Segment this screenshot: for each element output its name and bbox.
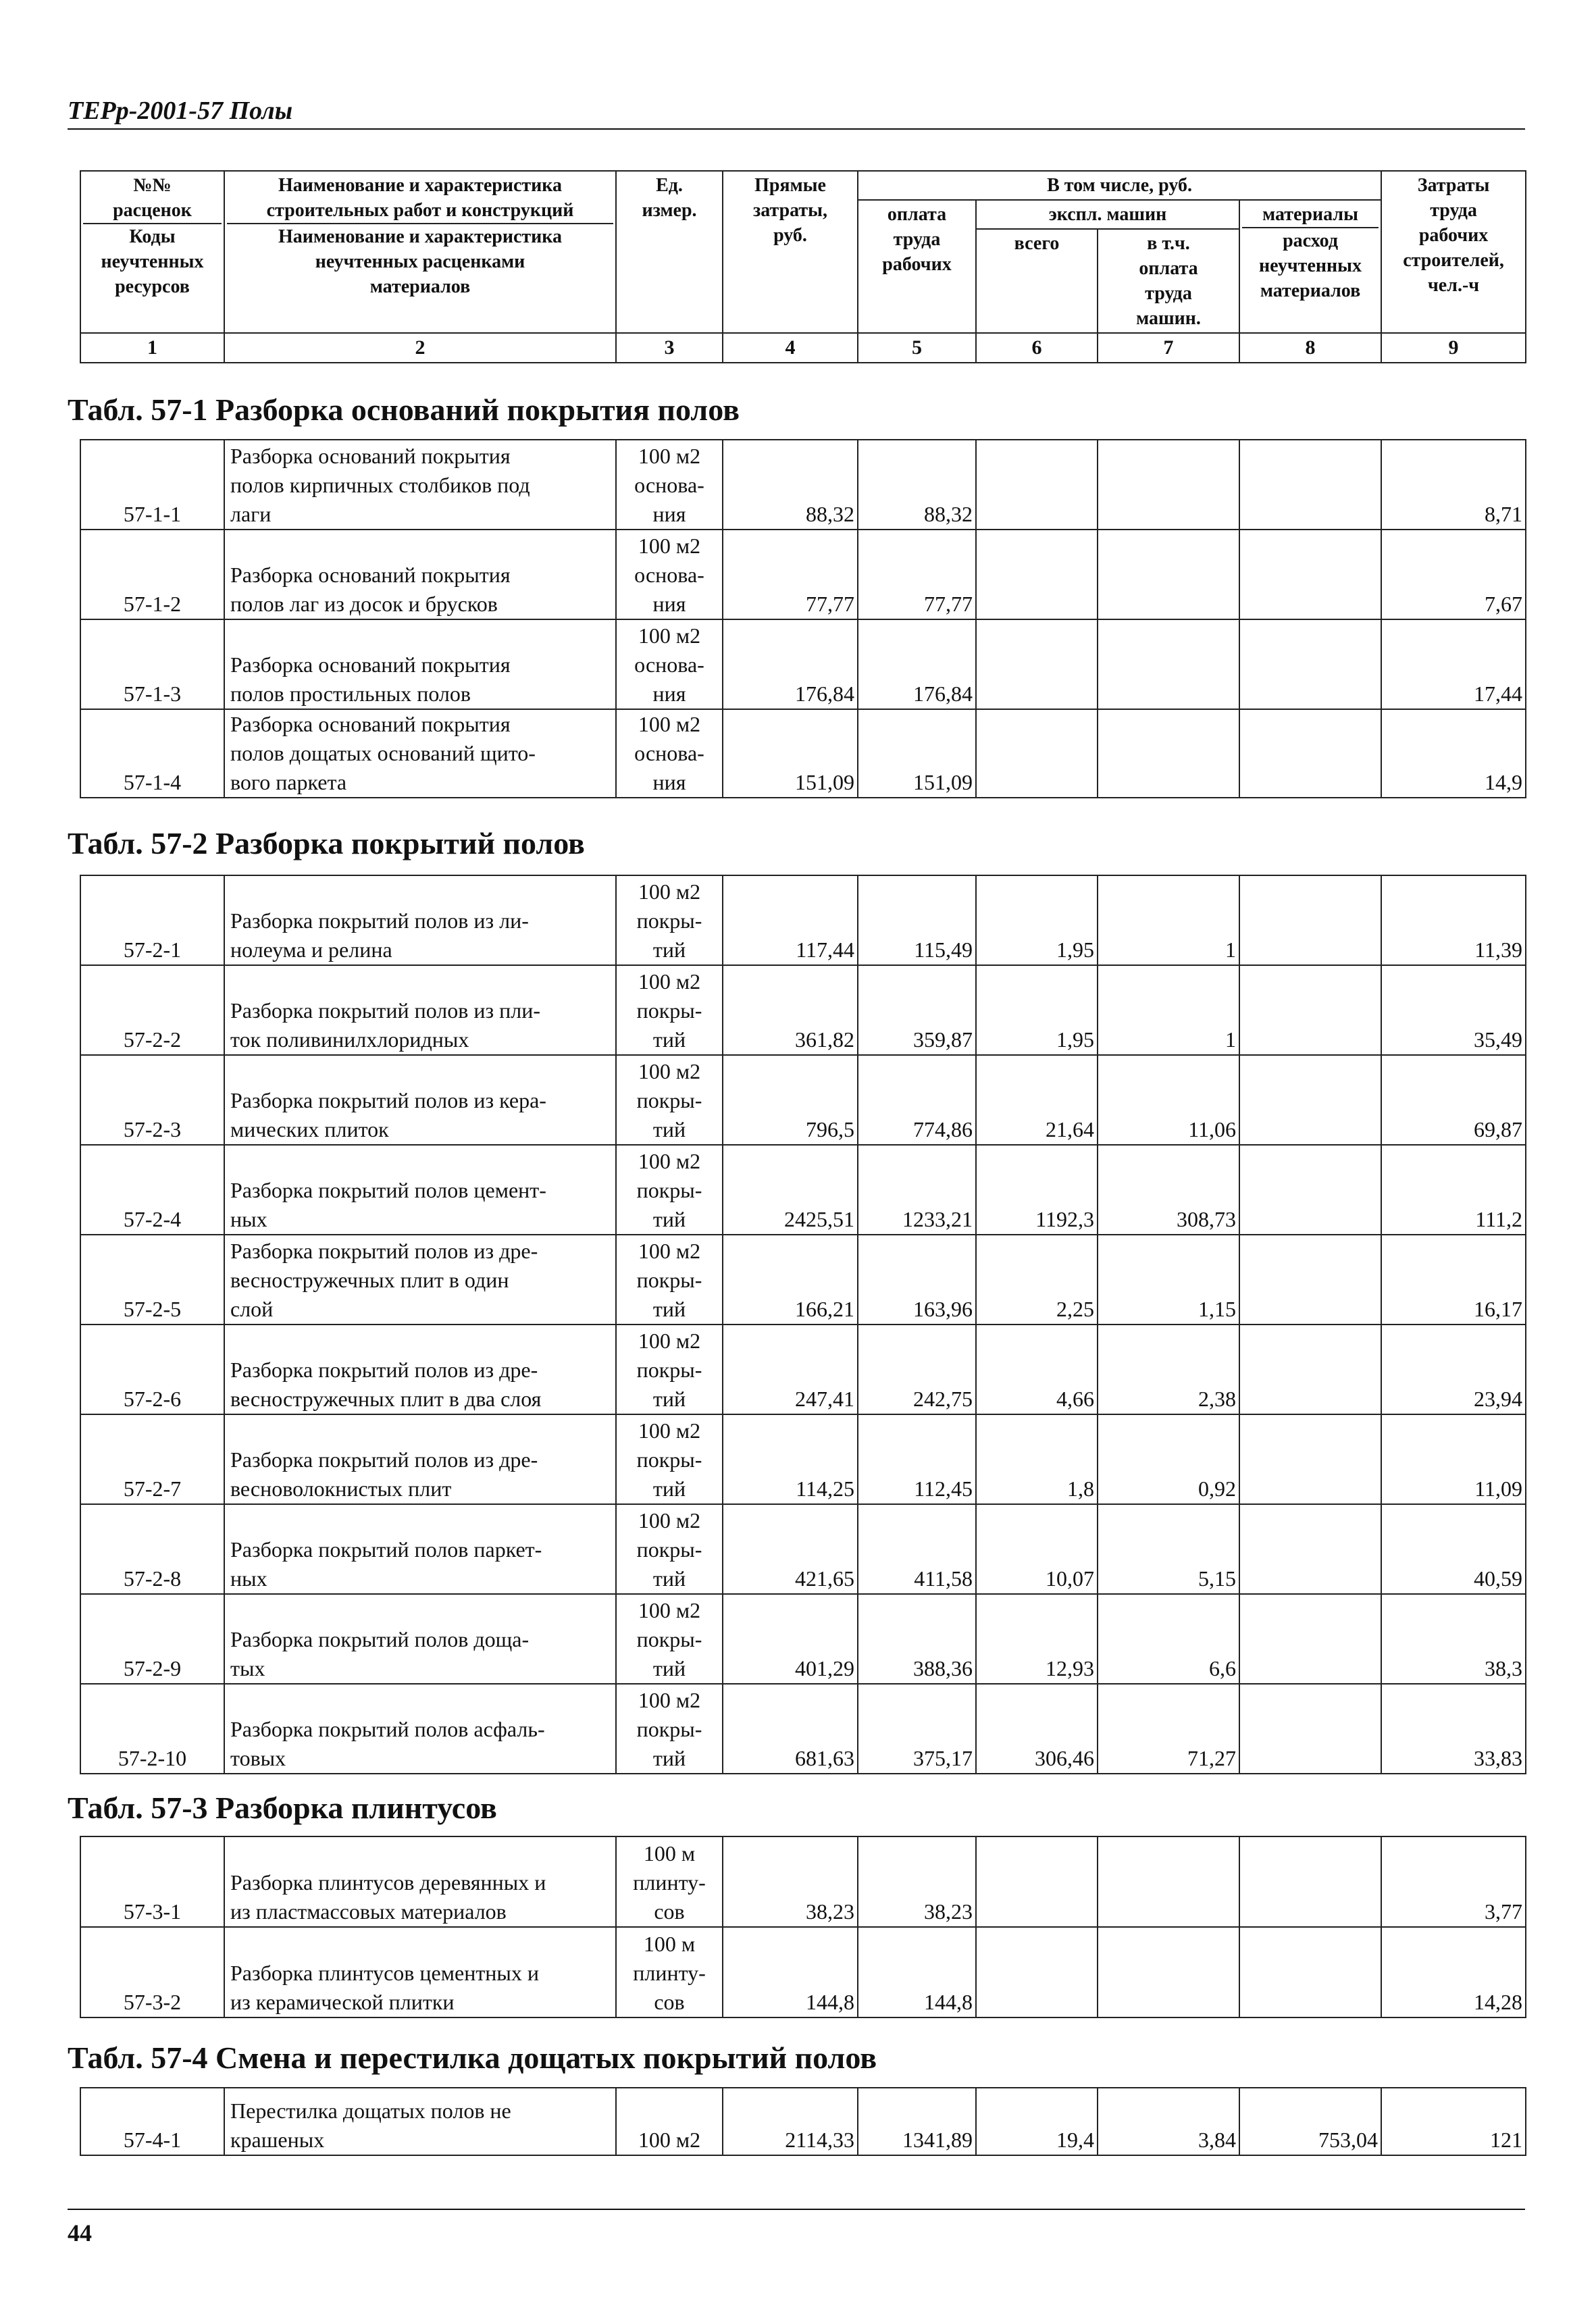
header-col2-top: Наименование и характеристика строительных работ и конструкций (227, 173, 613, 224)
work-name: Разборка оснований покрытия полов простильных полов (224, 619, 616, 709)
column-number: 8 (1239, 333, 1381, 363)
value-direct: 681,63 (723, 1684, 858, 1774)
work-name: Разборка покрытий полов доща- тых (224, 1594, 616, 1684)
footer-rule (68, 2209, 1525, 2210)
table-row (80, 1927, 1526, 2017)
value-materials (1239, 1325, 1381, 1414)
value-labor: 242,75 (858, 1325, 976, 1414)
value-machines: 19,4 (976, 2088, 1098, 2155)
work-name: Разборка покрытий полов из пли- ток поливинилхлоридных (224, 965, 616, 1055)
column-number: 6 (976, 333, 1098, 363)
value-machines: 1,95 (976, 965, 1098, 1055)
rate-code: 57-3-1 (80, 1836, 224, 1927)
column-number: 1 (80, 333, 224, 363)
value-materials (1239, 440, 1381, 530)
value-materials (1239, 1594, 1381, 1684)
unit-of-measure: 100 м2 покры- тий (616, 1325, 723, 1414)
value-direct: 151,09 (723, 709, 858, 798)
value-hours: 23,94 (1381, 1325, 1526, 1414)
header-col8-bottom: расход неучтенных материалов (1259, 230, 1362, 301)
section-title: Табл. 57-1 Разборка оснований покрытия полов (68, 392, 740, 427)
value-machine-labor: 3,84 (1098, 2088, 1239, 2155)
table-row (80, 1414, 1526, 1504)
value-direct: 166,21 (723, 1235, 858, 1325)
value-labor: 77,77 (858, 530, 976, 619)
value-machines (976, 709, 1098, 798)
value-machines: 1,95 (976, 875, 1098, 965)
rate-code: 57-2-7 (80, 1414, 224, 1504)
unit-of-measure: 100 м2 покры- тий (616, 1235, 723, 1325)
header-rule (68, 128, 1525, 130)
column-number: 9 (1381, 333, 1526, 363)
rate-code: 57-3-2 (80, 1927, 224, 2017)
unit-of-measure: 100 м2 покры- тий (616, 1594, 723, 1684)
page-number: 44 (68, 2219, 92, 2246)
value-materials (1239, 1836, 1381, 1927)
table-row (80, 1235, 1526, 1325)
work-name: Разборка покрытий полов из ли- нолеума и релина (224, 875, 616, 965)
rates-table (80, 1836, 1526, 2018)
value-labor: 1341,89 (858, 2088, 976, 2155)
unit-of-measure: 100 м2 покры- тий (616, 1414, 723, 1504)
unit-of-measure: 100 м2 (616, 2088, 723, 2155)
table-row (80, 965, 1526, 1055)
value-machine-labor: 11,06 (1098, 1055, 1239, 1145)
value-machines: 1,8 (976, 1414, 1098, 1504)
value-labor: 144,8 (858, 1927, 976, 2017)
value-direct: 88,32 (723, 440, 858, 530)
rate-code: 57-2-4 (80, 1145, 224, 1235)
value-machine-labor (1098, 1927, 1239, 2017)
value-hours: 40,59 (1381, 1504, 1526, 1594)
value-materials (1239, 875, 1381, 965)
value-hours: 69,87 (1381, 1055, 1526, 1145)
value-machines (976, 619, 1098, 709)
value-machines (976, 1927, 1098, 2017)
table-row (80, 619, 1526, 709)
value-hours: 14,9 (1381, 709, 1526, 798)
value-labor: 115,49 (858, 875, 976, 965)
header-col6: всего (976, 229, 1098, 333)
value-materials (1239, 1235, 1381, 1325)
unit-of-measure: 100 м2 основа- ния (616, 709, 723, 798)
table-row (80, 1145, 1526, 1235)
value-machine-labor: 1 (1098, 965, 1239, 1055)
value-hours: 14,28 (1381, 1927, 1526, 2017)
rates-table (80, 439, 1526, 798)
table-row (80, 1836, 1526, 1927)
value-materials (1239, 1055, 1381, 1145)
value-machine-labor: 71,27 (1098, 1684, 1239, 1774)
value-materials (1239, 1927, 1381, 2017)
rate-code: 57-2-9 (80, 1594, 224, 1684)
section-title: Табл. 57-4 Смена и перестилка дощатых покрытий полов (68, 2040, 877, 2075)
value-direct: 77,77 (723, 530, 858, 619)
value-materials (1239, 965, 1381, 1055)
value-machines: 4,66 (976, 1325, 1098, 1414)
rate-code: 57-1-4 (80, 709, 224, 798)
work-name: Разборка покрытий полов из дре- весностружечных плит в один слой (224, 1235, 616, 1325)
value-hours: 7,67 (1381, 530, 1526, 619)
value-machine-labor: 308,73 (1098, 1145, 1239, 1235)
value-machines: 21,64 (976, 1055, 1098, 1145)
unit-of-measure: 100 м2 основа- ния (616, 530, 723, 619)
value-machine-labor: 1 (1098, 875, 1239, 965)
value-hours: 35,49 (1381, 965, 1526, 1055)
value-machines: 10,07 (976, 1504, 1098, 1594)
column-number: 7 (1098, 333, 1239, 363)
column-number: 3 (616, 333, 723, 363)
section-title: Табл. 57-2 Разборка покрытий полов (68, 826, 585, 860)
value-materials (1239, 1684, 1381, 1774)
table-row (80, 1325, 1526, 1414)
value-direct: 176,84 (723, 619, 858, 709)
value-machines: 2,25 (976, 1235, 1098, 1325)
value-machine-labor (1098, 440, 1239, 530)
value-hours: 11,09 (1381, 1414, 1526, 1504)
unit-of-measure: 100 м2 основа- ния (616, 619, 723, 709)
value-machines (976, 1836, 1098, 1927)
running-head: ТЕРр-2001-57 Полы (68, 97, 293, 125)
work-name: Разборка покрытий полов цемент- ных (224, 1145, 616, 1235)
section-title: Табл. 57-3 Разборка плинтусов (68, 1791, 497, 1825)
header-col3: Ед. измер. (616, 171, 723, 333)
value-labor: 112,45 (858, 1414, 976, 1504)
header-col5: оплата труда рабочих (858, 200, 976, 333)
value-labor: 38,23 (858, 1836, 976, 1927)
table-row (80, 1504, 1526, 1594)
value-labor: 411,58 (858, 1504, 976, 1594)
table-row (80, 2088, 1526, 2155)
rate-code: 57-2-1 (80, 875, 224, 965)
value-labor: 359,87 (858, 965, 976, 1055)
work-name: Разборка покрытий полов из кера- мических плиток (224, 1055, 616, 1145)
value-machine-labor: 5,15 (1098, 1504, 1239, 1594)
rate-code: 57-2-8 (80, 1504, 224, 1594)
work-name: Разборка покрытий полов паркет- ных (224, 1504, 616, 1594)
value-hours: 11,39 (1381, 875, 1526, 965)
value-labor: 375,17 (858, 1684, 976, 1774)
rate-code: 57-2-10 (80, 1684, 224, 1774)
value-direct: 247,41 (723, 1325, 858, 1414)
unit-of-measure: 100 м2 покры- тий (616, 1684, 723, 1774)
work-name: Разборка плинтусов деревянных и из пластмассовых материалов (224, 1836, 616, 1927)
table-row (80, 709, 1526, 798)
work-name: Разборка оснований покрытия полов дощатых оснований щито- вого паркета (224, 709, 616, 798)
column-number: 5 (858, 333, 976, 363)
value-machine-labor (1098, 709, 1239, 798)
unit-of-measure: 100 м плинту- сов (616, 1927, 723, 2017)
work-name: Разборка оснований покрытия полов лаг из досок и брусков (224, 530, 616, 619)
value-hours: 33,83 (1381, 1684, 1526, 1774)
value-hours: 17,44 (1381, 619, 1526, 709)
value-direct: 796,5 (723, 1055, 858, 1145)
value-materials (1239, 619, 1381, 709)
table-row (80, 440, 1526, 530)
value-machine-labor: 2,38 (1098, 1325, 1239, 1414)
header-col8-top: материалы (1242, 202, 1379, 228)
header-machines-group: экспл. машин (976, 200, 1239, 229)
value-machine-labor (1098, 619, 1239, 709)
column-number: 2 (224, 333, 616, 363)
column-number: 4 (723, 333, 858, 363)
value-hours: 111,2 (1381, 1145, 1526, 1235)
table-row (80, 1594, 1526, 1684)
rate-code: 57-2-5 (80, 1235, 224, 1325)
value-machine-labor: 6,6 (1098, 1594, 1239, 1684)
header-col1-bottom: Коды неучтенных ресурсов (101, 226, 204, 297)
table-row (80, 530, 1526, 619)
rate-code: 57-1-1 (80, 440, 224, 530)
value-hours: 16,17 (1381, 1235, 1526, 1325)
header-col1-top: №№ расценок (83, 173, 222, 224)
value-hours: 8,71 (1381, 440, 1526, 530)
value-direct: 114,25 (723, 1414, 858, 1504)
value-machines (976, 440, 1098, 530)
value-direct: 117,44 (723, 875, 858, 965)
value-labor: 163,96 (858, 1235, 976, 1325)
value-direct: 361,82 (723, 965, 858, 1055)
rate-code: 57-1-3 (80, 619, 224, 709)
value-materials (1239, 1414, 1381, 1504)
work-name: Разборка покрытий полов из дре- весностружечных плит в два слоя (224, 1325, 616, 1414)
value-materials (1239, 530, 1381, 619)
header-col9: Затраты труда рабочих строителей, чел.-ч (1381, 171, 1526, 333)
value-materials: 753,04 (1239, 2088, 1381, 2155)
rate-code: 57-2-6 (80, 1325, 224, 1414)
value-direct: 2425,51 (723, 1145, 858, 1235)
header-group: В том числе, руб. (858, 171, 1381, 200)
column-header-table (80, 170, 1526, 363)
header-col7: в т.ч. оплата труда машин. (1098, 229, 1239, 333)
value-materials (1239, 1504, 1381, 1594)
unit-of-measure: 100 м2 покры- тий (616, 875, 723, 965)
table-row (80, 875, 1526, 965)
value-labor: 388,36 (858, 1594, 976, 1684)
value-machines: 1192,3 (976, 1145, 1098, 1235)
rate-code: 57-4-1 (80, 2088, 224, 2155)
work-name: Разборка оснований покрытия полов кирпичных столбиков под лаги (224, 440, 616, 530)
work-name: Разборка покрытий полов асфаль- товых (224, 1684, 616, 1774)
unit-of-measure: 100 м2 основа- ния (616, 440, 723, 530)
table-row (80, 1684, 1526, 1774)
rates-table (80, 2087, 1526, 2156)
value-machine-labor (1098, 530, 1239, 619)
value-machine-labor: 1,15 (1098, 1235, 1239, 1325)
header-col2-bottom: Наименование и характеристика неучтенных расценками материалов (278, 226, 563, 297)
value-direct: 144,8 (723, 1927, 858, 2017)
value-machine-labor: 0,92 (1098, 1414, 1239, 1504)
header-col8 (1239, 200, 1381, 333)
unit-of-measure: 100 м2 покры- тий (616, 1504, 723, 1594)
rates-table (80, 875, 1526, 1774)
header-col1 (80, 171, 224, 333)
value-direct: 401,29 (723, 1594, 858, 1684)
work-name: Разборка плинтусов цементных и из керамической плитки (224, 1927, 616, 2017)
work-name: Перестилка дощатых полов не крашеных (224, 2088, 616, 2155)
value-direct: 38,23 (723, 1836, 858, 1927)
rate-code: 57-1-2 (80, 530, 224, 619)
value-labor: 1233,21 (858, 1145, 976, 1235)
unit-of-measure: 100 м2 покры- тий (616, 1145, 723, 1235)
value-labor: 176,84 (858, 619, 976, 709)
value-labor: 151,09 (858, 709, 976, 798)
value-labor: 88,32 (858, 440, 976, 530)
header-col2 (224, 171, 616, 333)
rate-code: 57-2-2 (80, 965, 224, 1055)
header-col4: Прямые затраты, руб. (723, 171, 858, 333)
value-machines: 306,46 (976, 1684, 1098, 1774)
value-hours: 121 (1381, 2088, 1526, 2155)
work-name: Разборка покрытий полов из дре- весноволокнистых плит (224, 1414, 616, 1504)
unit-of-measure: 100 м2 покры- тий (616, 1055, 723, 1145)
value-machines: 12,93 (976, 1594, 1098, 1684)
unit-of-measure: 100 м2 покры- тий (616, 965, 723, 1055)
value-direct: 2114,33 (723, 2088, 858, 2155)
value-direct: 421,65 (723, 1504, 858, 1594)
value-machine-labor (1098, 1836, 1239, 1927)
unit-of-measure: 100 м плинту- сов (616, 1836, 723, 1927)
value-hours: 38,3 (1381, 1594, 1526, 1684)
value-machines (976, 530, 1098, 619)
value-materials (1239, 1145, 1381, 1235)
value-hours: 3,77 (1381, 1836, 1526, 1927)
value-materials (1239, 709, 1381, 798)
value-labor: 774,86 (858, 1055, 976, 1145)
table-row (80, 1055, 1526, 1145)
rate-code: 57-2-3 (80, 1055, 224, 1145)
